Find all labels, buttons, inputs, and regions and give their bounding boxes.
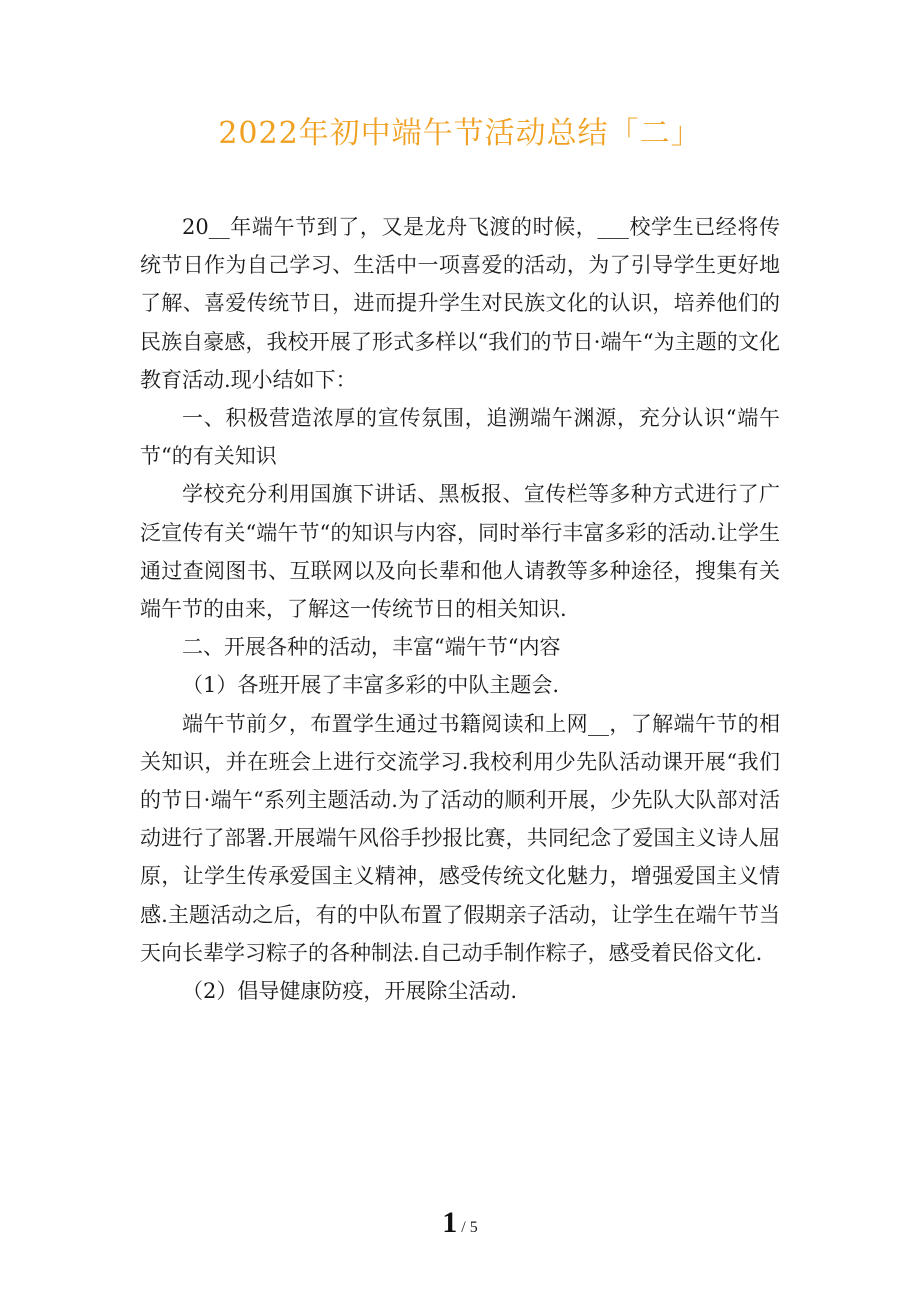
subsection-heading-1: （1）各班开展了丰富多彩的中队主题会. bbox=[182, 673, 560, 698]
paragraph-section-1: 学校充分利用国旗下讲话、黑板报、宣传栏等多种方式进行了广泛宣传有关“端午节“的知识与内容，同时举行丰富多彩的活动.让学生通过查阅图书、互联网以及向长辈和他人请教等多种途径，搜集有关端午节的由来，了解这一传统节日的相关知识. bbox=[140, 482, 780, 622]
page-title: 2022年初中端午节活动总结「二」 bbox=[218, 116, 702, 151]
page-number bbox=[0, 1206, 920, 1240]
section-heading-2: 二、开展各种的活动，丰富“端午节“内容 bbox=[182, 635, 561, 660]
document-body bbox=[140, 208, 780, 1010]
paragraph-subsection-1: 端午节前夕，布置学生通过书籍阅读和上网__，了解端午节的相关知识，并在班会上进行交流学习.我校利用少先队活动课开展“我们的节日·端午“系列主题活动.为了活动的顺利开展，少先队大队部对活动进行了部署.开展端午风俗手抄报比赛，共同纪念了爱国主义诗人屈原，让学生传承爱国主义精神，感受传统文化魅力，增强爱国主义情感.主题活动之后，有的中队布置了假期亲子活动，让学生在端午节当天向长辈学习粽子的各种制法.自己动手制作粽子，感受着民俗文化. bbox=[140, 711, 780, 965]
page-separator: / bbox=[461, 1219, 466, 1236]
total-pages-number: 5 bbox=[469, 1219, 478, 1236]
section-heading-1: 一、积极营造浓厚的宣传氛围，追溯端午渊源，充分认识“端午节“的有关知识 bbox=[140, 406, 780, 469]
subsection-heading-2: （2）倡导健康防疫，开展除尘活动. bbox=[182, 979, 518, 1004]
paragraph-intro: 20__年端午节到了，又是龙舟飞渡的时候，___校学生已经将传统节日作为自己学习、生活中一项喜爱的活动，为了引导学生更好地了解、喜爱传统节日，进而提升学生对民族文化的认识，培养他们的民族自豪感，我校开展了形式多样以“我们的节日·端午“为主题的文化教育活动.现小结如下： bbox=[140, 215, 780, 392]
current-page-number: 1 bbox=[442, 1206, 458, 1239]
